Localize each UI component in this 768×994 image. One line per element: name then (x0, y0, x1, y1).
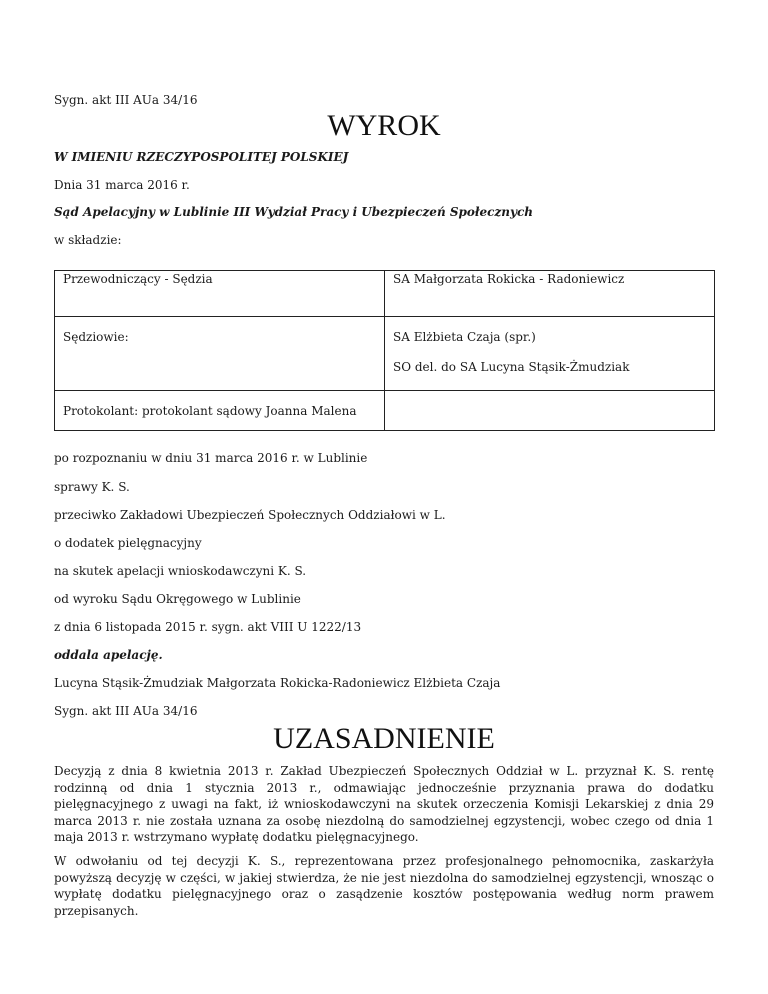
ruling: oddala apelację. (54, 648, 163, 662)
judges-signatures: Lucyna Stąsik-Żmudziak Małgorzata Rokicka-Radoniewicz Elżbieta Czaja (54, 676, 501, 690)
table-row (55, 391, 715, 431)
case-signature: Sygn. akt III AUa 34/16 (54, 93, 198, 107)
chair-label: Przewodniczący - Sędzia (55, 271, 385, 317)
judges-names (385, 317, 715, 391)
party-line: sprawy K. S. (54, 480, 130, 494)
table-row (55, 317, 715, 391)
justification-title: UZASADNIENIE (273, 722, 495, 755)
composition-label: w składzie: (54, 233, 122, 247)
judge-2: SO del. do SA Lucyna Stąsik-Żmudziak (393, 360, 630, 374)
justification-signature: Sygn. akt III AUa 34/16 (54, 704, 198, 718)
in-name-of-republic: W IMIENIU RZECZYPOSPOLITEJ POLSKIEJ (54, 150, 349, 164)
clerk: Protokolant: protokolant sądowy Joanna Malena (55, 391, 385, 431)
hearing-line: po rozpoznaniu w dniu 31 marca 2016 r. w Lublinie (54, 451, 368, 465)
judgment-date-line: z dnia 6 listopada 2015 r. sygn. akt VIII U 1222/13 (54, 620, 362, 634)
judgment-date: Dnia 31 marca 2016 r. (54, 178, 190, 192)
subject-line: o dodatek pielęgnacyjny (54, 536, 202, 550)
justification-paragraph-2: W odwołaniu od tej decyzji K. S., reprezentowana przez profesjonalnego pełnomocnika, zaskarżyła powyższą decyzję w części, w jakiej stwierdza, że nie jest niezdolna do samodzielnej egzystencji, wnosząc o wypłatę dodatku pielęgnacyjnego oraz o zasądzenie kosztów postępowania według norm prawem przepisanych. (54, 854, 714, 918)
judge-1: SA Elżbieta Czaja (spr.) (393, 330, 536, 344)
judgment-title: WYROK (327, 109, 441, 142)
against-line: przeciwko Zakładowi Ubezpieczeń Społecznych Oddziałowi w L. (54, 508, 446, 522)
chair-name: SA Małgorzata Rokicka - Radoniewicz (385, 271, 715, 317)
from-judgment-line: od wyroku Sądu Okręgowego w Lublinie (54, 592, 301, 606)
composition-table (54, 270, 715, 431)
justification-paragraph-1: Decyzją z dnia 8 kwietnia 2013 r. Zakład Ubezpieczeń Społecznych Oddział w L. przyznał K. S. rentę rodzinną od dnia 1 stycznia 2013 r., odmawiając jednocześnie przyznania prawa do dodatku pielęgnacyjnego z uwagi na fakt, iż wnioskodawczyni na skutek orzeczenia Komisji Lekarskiej z dnia 29 marca 2013 r. nie została uznana za osobę niezdolną do samodzielnej egzystencji, wobec czego od dnia 1 maja 2013 r. wstrzymano wypłatę dodatku pielęgnacyjnego. (54, 764, 714, 844)
court-name: Sąd Apelacyjny w Lublinie III Wydział Pracy i Ubezpieczeń Społecznych (54, 205, 534, 219)
empty-cell (385, 391, 715, 431)
appeal-line: na skutek apelacji wnioskodawczyni K. S. (54, 564, 307, 578)
judges-label: Sędziowie: (55, 317, 385, 391)
table-row (55, 271, 715, 317)
